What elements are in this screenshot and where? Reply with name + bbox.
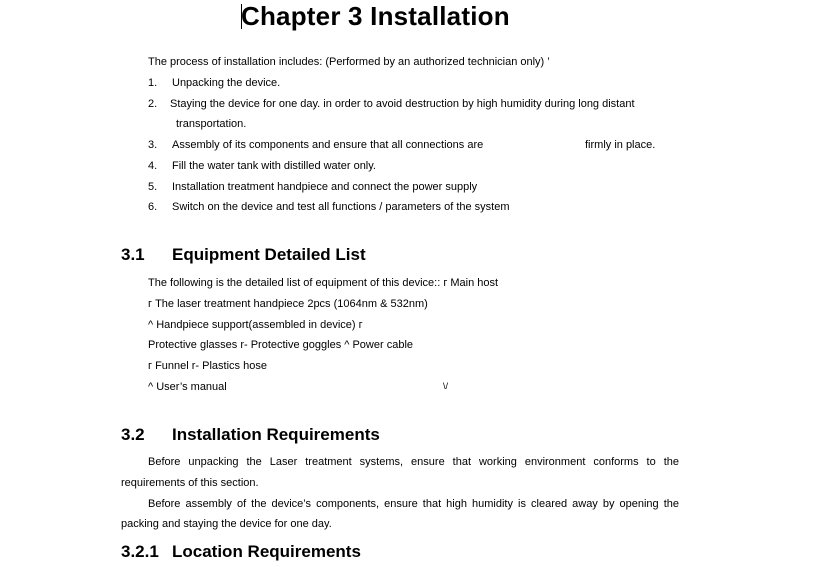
section-heading: [121, 425, 380, 445]
list-number: 5.: [148, 181, 158, 193]
section-heading: [121, 245, 366, 265]
list-text: Fill the water tank with distilled water only.: [172, 160, 376, 172]
chapter-title: Chapter 3 Installation: [241, 1, 510, 31]
equipment-line: Protective glasses r- Protective goggles ^ Power cable: [148, 339, 414, 351]
section-title: Installation Requirements: [172, 425, 380, 444]
list-text-tail: firmly in place.: [585, 139, 656, 151]
section-title: Location Requirements: [172, 542, 361, 561]
equipment-line: ^ Handpiece support(assembled in device) г: [148, 319, 363, 331]
section-title: Equipment Detailed List: [172, 245, 366, 264]
intro-text: The process of installation includes: (Performed by an authorized technician only) ’: [148, 56, 550, 68]
list-text: Installation treatment handpiece and connect the power supply: [172, 181, 478, 193]
list-item: [148, 98, 635, 110]
list-item: [148, 160, 376, 172]
list-text: Assembly of its components and ensure that all connections are: [172, 139, 484, 151]
paragraph-line: Before assembly of the device’s components, ensure that high humidity is cleared away by opening the: [148, 498, 679, 510]
equipment-line: г The laser treatment handpiece 2pcs (1064nm & 532nm): [148, 298, 428, 310]
list-text: Switch on the device and test all functions / parameters of the system: [172, 201, 510, 213]
section-number: 3.2: [121, 425, 145, 444]
list-item: [148, 181, 478, 193]
list-item: [148, 139, 484, 151]
section-number: 3.2.1: [121, 542, 159, 561]
equipment-line: The following is the detailed list of equipment of this device:: г Main host: [148, 277, 499, 289]
list-number: 1.: [148, 77, 158, 89]
equipment-line: ^ User’s manual: [148, 381, 227, 393]
list-number: 2.: [148, 98, 158, 110]
list-number: 6.: [148, 201, 158, 213]
list-text: Staying the device for one day. in order to avoid destruction by high humidity during long distant: [170, 98, 635, 110]
list-number: 4.: [148, 160, 158, 172]
list-item: [148, 77, 281, 89]
list-item: [148, 201, 510, 213]
paragraph-line: Before unpacking the Laser treatment systems, ensure that working environment conforms to the: [148, 456, 679, 468]
paragraph-line: requirements of this section.: [121, 477, 259, 489]
section-number: 3.1: [121, 245, 145, 264]
subsection-heading: [121, 542, 361, 562]
list-number: 3.: [148, 139, 158, 151]
list-text: Unpacking the device.: [172, 77, 281, 89]
equipment-line: г Funnel r- Plastics hose: [148, 360, 267, 372]
stray-mark: \/: [443, 381, 449, 391]
paragraph-line: packing and staying the device for one day.: [121, 518, 332, 530]
list-text-continuation: transportation.: [176, 118, 247, 130]
